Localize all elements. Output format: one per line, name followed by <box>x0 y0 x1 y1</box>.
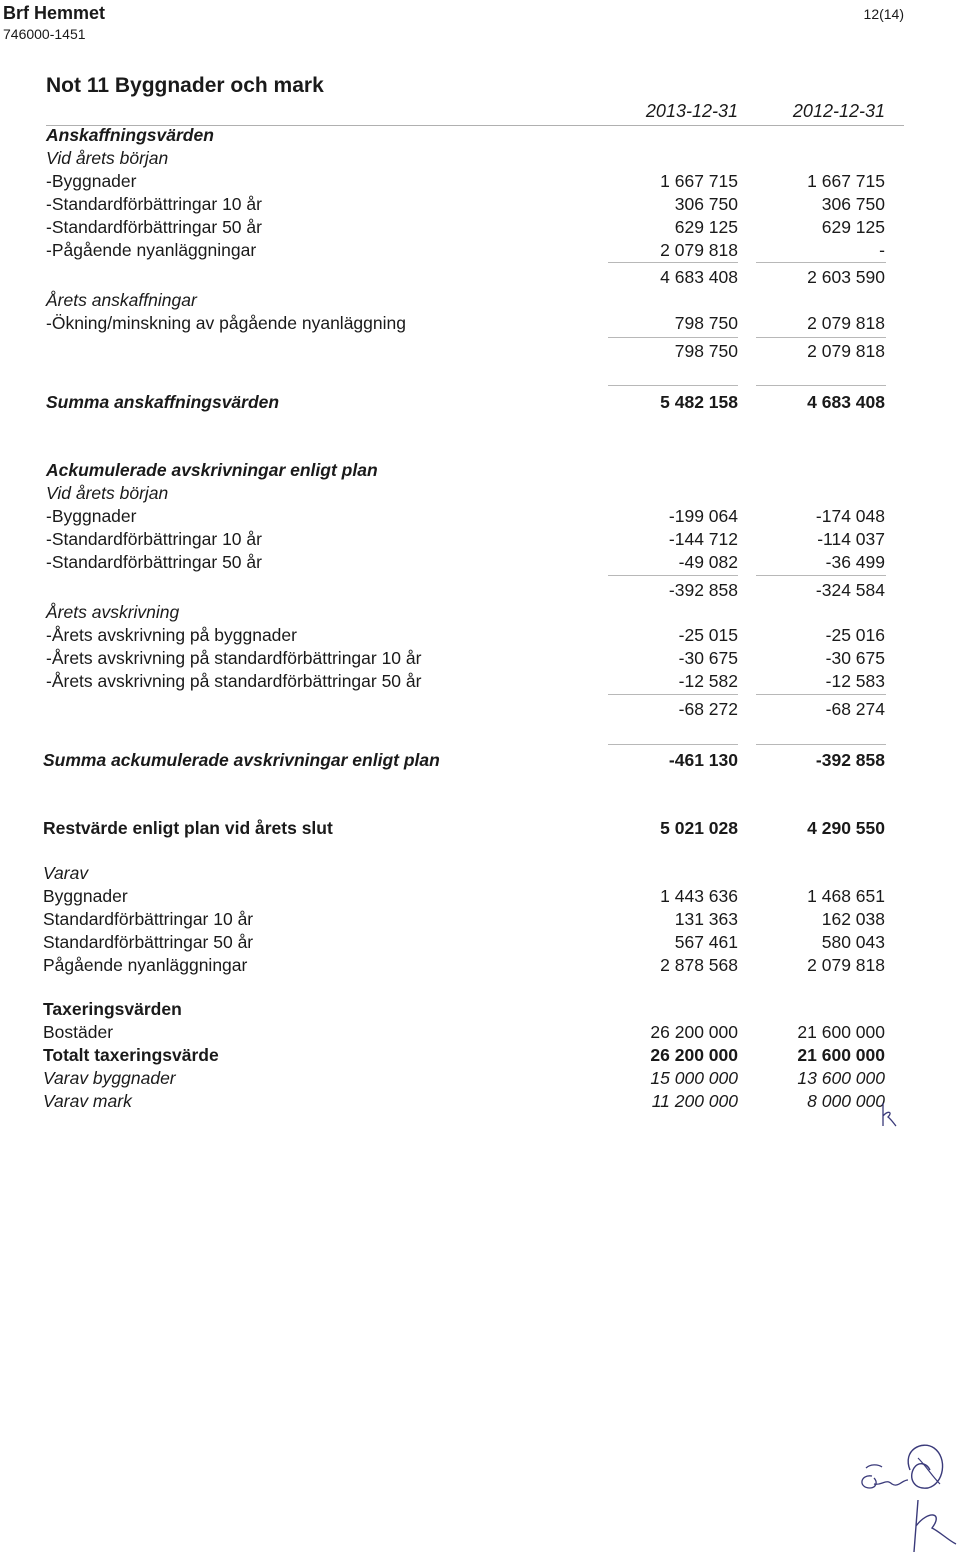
row-value-2012: 21 600 000 <box>797 1022 885 1042</box>
table-row <box>0 909 960 932</box>
sum-rule <box>608 385 738 386</box>
row-value-2013: 1 443 636 <box>660 886 738 906</box>
row-value-2012: - <box>879 240 885 260</box>
row-value-2012: 1 468 651 <box>807 886 885 906</box>
sum-rule <box>756 744 886 745</box>
subheading-row <box>0 483 960 506</box>
row-value-2012: 1 667 715 <box>807 171 885 191</box>
table-row <box>0 194 960 217</box>
row-label: -Standardförbättringar 50 år <box>46 217 262 237</box>
table-row <box>0 1091 960 1114</box>
row-label: -Ökning/minskning av pågående nyanläggning <box>46 313 406 333</box>
row-value-2012: -30 675 <box>825 648 885 668</box>
column-header-2012: 2012-12-31 <box>792 101 885 121</box>
table-row <box>0 529 960 552</box>
sum-value-2012: -392 858 <box>815 750 885 770</box>
subtotal-rule <box>756 694 886 695</box>
anskaffning-year-subheading: Årets anskaffningar <box>46 290 197 310</box>
page-number: 12(14) <box>863 6 904 22</box>
subtotal-rule <box>608 575 738 576</box>
subtotal-value-2012: -324 584 <box>815 580 885 600</box>
sum-value-2012: 4 683 408 <box>807 392 885 412</box>
subtotal-rule <box>756 262 886 263</box>
row-value-2013: -25 015 <box>678 625 738 645</box>
table-row <box>0 171 960 194</box>
section-heading-row <box>0 460 960 483</box>
row-value-2013: 798 750 <box>674 313 738 333</box>
row-value-2013: 629 125 <box>674 217 738 237</box>
subtotal-value-2012: 2 079 818 <box>807 341 885 361</box>
row-value-2013: 131 363 <box>674 909 738 929</box>
subheading-row <box>0 863 960 886</box>
subheading-row <box>0 602 960 625</box>
table-row <box>0 625 960 648</box>
row-value-2013: 2 878 568 <box>660 955 738 975</box>
row-value-2013: -30 675 <box>678 648 738 668</box>
row-label: -Standardförbättringar 50 år <box>46 552 262 572</box>
table-row <box>0 648 960 671</box>
subtotal-value-2013: -392 858 <box>668 580 738 600</box>
row-value-2012: -25 016 <box>825 625 885 645</box>
row-value-2012: 8 000 000 <box>807 1091 885 1111</box>
subtotal-value-2013: 798 750 <box>674 341 738 361</box>
sum-row <box>0 392 960 415</box>
row-label: Byggnader <box>43 886 128 906</box>
handwritten-initial <box>874 1100 898 1130</box>
row-value-2013: 11 200 000 <box>651 1091 738 1111</box>
sum-value-2013: -461 130 <box>668 750 738 770</box>
subtotal-row <box>0 341 960 364</box>
row-value-2012: -114 037 <box>817 529 885 549</box>
subtotal-rule <box>756 575 886 576</box>
row-value-2012: 21 600 000 <box>797 1045 885 1065</box>
row-label: -Byggnader <box>46 506 137 526</box>
sum-label: Summa ackumulerade avskrivningar enligt plan <box>43 750 440 770</box>
total-row <box>0 1045 960 1068</box>
sum-row <box>0 750 960 773</box>
row-label: Varav mark <box>43 1091 132 1111</box>
row-value-2013: 567 461 <box>674 932 738 952</box>
table-row <box>0 1068 960 1091</box>
row-label: -Årets avskrivning på standardförbättringar 10 år <box>46 648 422 668</box>
organization-number: 746000-1451 <box>3 26 86 42</box>
anskaffning-start-subheading: Vid årets början <box>46 148 169 168</box>
restvarde-row <box>0 818 960 841</box>
row-value-2013: -12 582 <box>678 671 738 691</box>
avskrivning-year-subheading: Årets avskrivning <box>46 602 180 622</box>
section-heading-row <box>0 125 960 148</box>
anskaffning-heading: Anskaffningsvärden <box>46 125 214 145</box>
restvarde-value-2013: 5 021 028 <box>660 818 738 838</box>
row-label: Standardförbättringar 50 år <box>43 932 254 952</box>
subtotal-value-2012: -68 274 <box>825 699 885 719</box>
subtotal-rule <box>756 337 886 338</box>
taxering-heading: Taxeringsvärden <box>43 999 182 1019</box>
table-row <box>0 886 960 909</box>
subtotal-row <box>0 267 960 290</box>
subtotal-value-2013: 4 683 408 <box>660 267 738 287</box>
subtotal-rule <box>608 337 738 338</box>
row-value-2012: 2 079 818 <box>807 955 885 975</box>
sum-rule <box>756 385 886 386</box>
row-value-2013: 15 000 000 <box>650 1068 738 1088</box>
row-label: Standardförbättringar 10 år <box>43 909 254 929</box>
subtotal-rule <box>608 262 738 263</box>
row-label: -Årets avskrivning på standardförbättringar 50 år <box>46 671 422 691</box>
sum-rule <box>608 744 738 745</box>
varav-heading: Varav <box>43 863 89 883</box>
subtotal-value-2013: -68 272 <box>678 699 738 719</box>
table-row <box>0 217 960 240</box>
table-row <box>0 955 960 978</box>
row-value-2013: 1 667 715 <box>660 171 738 191</box>
table-row <box>0 506 960 529</box>
organization-name: Brf Hemmet <box>3 3 106 23</box>
row-label: -Pågående nyanläggningar <box>46 240 257 260</box>
section-heading-row <box>0 999 960 1022</box>
avskrivning-start-subheading: Vid årets början <box>46 483 169 503</box>
row-value-2013: 2 079 818 <box>660 240 738 260</box>
row-label: -Byggnader <box>46 171 137 191</box>
subtotal-rule <box>608 694 738 695</box>
row-value-2012: 162 038 <box>821 909 885 929</box>
row-value-2012: -36 499 <box>825 552 885 572</box>
subtotal-row <box>0 699 960 722</box>
row-value-2012: -174 048 <box>815 506 885 526</box>
row-value-2013: -144 712 <box>668 529 738 549</box>
note-title: Not 11 Byggnader och mark <box>46 74 324 97</box>
avskrivning-heading: Ackumulerade avskrivningar enligt plan <box>46 460 378 480</box>
row-label: -Standardförbättringar 10 år <box>46 194 262 214</box>
row-value-2012: 2 079 818 <box>807 313 885 333</box>
table-row <box>0 932 960 955</box>
row-label: Bostäder <box>43 1022 114 1042</box>
row-value-2012: -12 583 <box>825 671 885 691</box>
table-row <box>0 313 960 336</box>
subheading-row <box>0 290 960 313</box>
table-row <box>0 1022 960 1045</box>
row-label: Pågående nyanläggningar <box>43 955 248 975</box>
row-value-2013: 26 200 000 <box>650 1022 738 1042</box>
restvarde-value-2012: 4 290 550 <box>807 818 885 838</box>
row-value-2012: 629 125 <box>821 217 885 237</box>
row-value-2012: 580 043 <box>821 932 885 952</box>
column-header-2013: 2013-12-31 <box>645 101 738 121</box>
row-value-2013: -49 082 <box>678 552 738 572</box>
subtotal-value-2012: 2 603 590 <box>807 267 885 287</box>
subtotal-row <box>0 580 960 603</box>
row-label: -Standardförbättringar 10 år <box>46 529 262 549</box>
table-row <box>0 240 960 263</box>
row-value-2012: 306 750 <box>821 194 885 214</box>
row-value-2013: -199 064 <box>668 506 738 526</box>
row-value-2012: 13 600 000 <box>797 1068 885 1088</box>
handwritten-signature <box>852 1440 958 1558</box>
sum-label: Summa anskaffningsvärden <box>46 392 280 412</box>
row-label: Varav byggnader <box>43 1068 176 1088</box>
table-row <box>0 671 960 694</box>
row-label: -Årets avskrivning på byggnader <box>46 625 297 645</box>
sum-value-2013: 5 482 158 <box>660 392 738 412</box>
row-label: Totalt taxeringsvärde <box>43 1045 219 1065</box>
restvarde-label: Restvärde enligt plan vid årets slut <box>43 818 333 838</box>
table-row <box>0 552 960 575</box>
row-value-2013: 26 200 000 <box>650 1045 738 1065</box>
row-value-2013: 306 750 <box>674 194 738 214</box>
subheading-row <box>0 148 960 171</box>
